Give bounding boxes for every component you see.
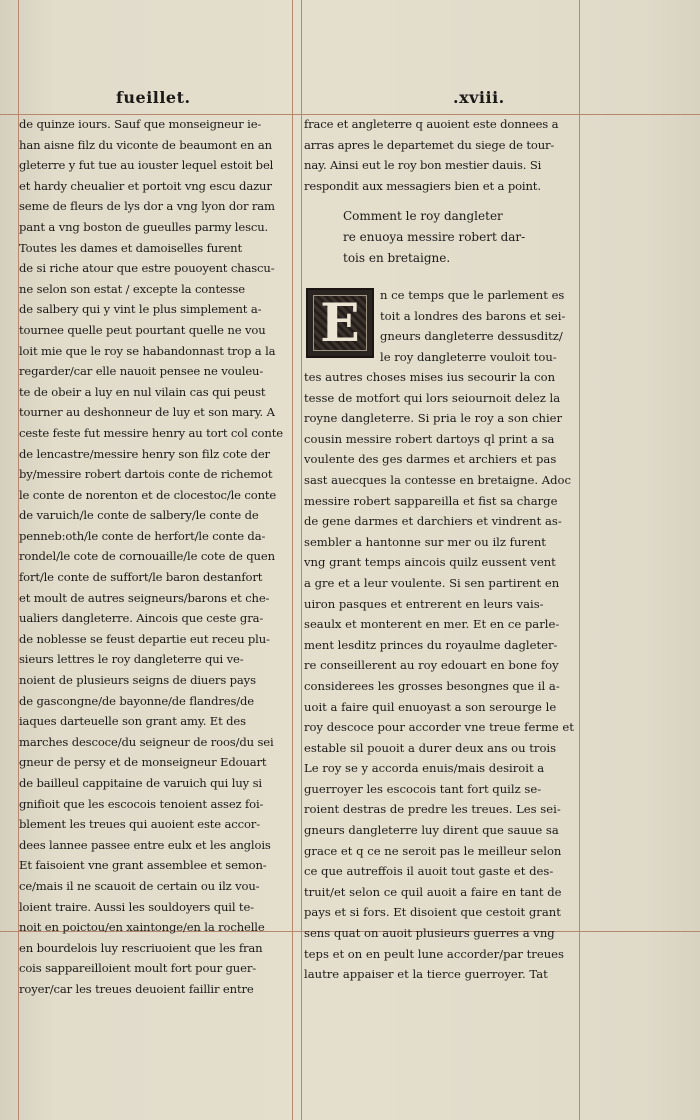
text-line: truit/et selon ce quil auoit a faire en tant de — [304, 884, 562, 899]
text-line: by/messire robert dartois conte de richemot — [19, 467, 273, 482]
text-line: tourner au deshonneur de luy et son mary. A — [19, 405, 275, 420]
text-line: seaulx et monterent en mer. Et en ce parle- — [304, 617, 560, 632]
text-line: arras apres le departemet du siege de tour- — [304, 137, 555, 152]
text-line: toit a londres des barons et sei- — [380, 308, 566, 323]
text-line: loit mie que le roy se habandonnast trop a la — [19, 343, 276, 358]
running-header-right: .xviii. — [453, 88, 505, 107]
text-line: uoit a faire quil enuoyast a son serourge le — [304, 699, 557, 714]
text-line: blement les treues qui auoient este accor- — [19, 817, 260, 832]
text-line: tournee quelle peut pourtant quelle ne vou — [19, 322, 266, 337]
text-line: de gene darmes et darchiers et vindrent as- — [304, 514, 562, 529]
text-line: ment lesditz princes du royaulme dagleter- — [304, 637, 558, 652]
text-line: gneurs dangleterre dessusditz/ — [380, 329, 563, 344]
chapter-heading — [343, 206, 525, 269]
column-rule-right-inner — [301, 0, 302, 1120]
heading-line: re enuoya messire robert dar- — [343, 230, 526, 244]
text-line: te de obeir a luy en nul vilain cas qui peust — [19, 384, 266, 399]
text-line: gneur de persy et de monseigneur Edouart — [19, 755, 267, 770]
right-text-top — [304, 114, 582, 196]
text-line: de gascongne/de bayonne/de flandres/de — [19, 693, 254, 708]
text-line: penneb:oth/le conte de herfort/le conte da- — [19, 528, 266, 543]
text-line: gleterre y fut tue au iouster lequel estoit bel — [19, 158, 274, 173]
text-line: ne selon son estat / excepte la contesse — [19, 281, 245, 296]
text-line: gnifioit que les escocois tenoient assez foi- — [19, 796, 264, 811]
text-line: sens quat on auoit plusieurs guerres a vng — [304, 926, 555, 941]
decorated-initial — [306, 288, 374, 358]
text-line: cois sappareilloient moult fort pour guer- — [19, 961, 256, 976]
text-line: royne dangleterre. Si pria le roy a son chier — [304, 411, 563, 426]
text-line: ceste feste fut messire henry au tort col conte — [19, 425, 283, 440]
text-line: Toutes les dames et damoiselles furent — [19, 240, 242, 255]
running-header-left: fueillet. — [116, 88, 191, 107]
text-line: royer/car les treues deuoient faillir entre — [19, 981, 254, 996]
text-line: guerroyer les escocois tant fort quilz se- — [304, 781, 542, 796]
text-line: Et faisoient vne grant assemblee et semon- — [19, 858, 267, 873]
heading-line: tois en bretaigne. — [343, 251, 451, 265]
text-line: cousin messire robert dartoys ql print a sa — [304, 431, 555, 446]
text-line: ce que autreffois il auoit tout gaste et des- — [304, 864, 554, 879]
text-line: regarder/car elle nauoit pensee ne vouleu- — [19, 364, 264, 379]
column-rule-left-inner — [292, 0, 293, 1120]
text-line: de salbery qui y vint le plus simplement a- — [19, 302, 262, 317]
initial-letter: E — [320, 293, 360, 354]
text-line: loient traire. Aussi les souldoyers quil te- — [19, 899, 254, 914]
text-line: sast auecques la contesse en bretaigne. Adoc — [304, 472, 571, 487]
text-line: sieurs lettres le roy dangleterre qui ve- — [19, 652, 244, 667]
text-line: teps et on en peult lune accorder/par treues — [304, 946, 564, 961]
text-line: de quinze iours. Sauf que monseigneur ie- — [19, 117, 262, 131]
text-line: iaques darteuelle son grant amy. Et des — [19, 714, 246, 729]
text-line: respondit aux messagiers bien et a point. — [304, 178, 541, 193]
text-line: de noblesse se feust departie eut receu plu- — [19, 631, 270, 646]
text-line: lautre appaiser et la tierce guerroyer. Tat — [304, 967, 548, 982]
text-line: le conte de norenton et de clocestoc/le conte — [19, 487, 277, 502]
paragraph-beside-initial — [380, 285, 565, 367]
text-line: a gre et a leur voulente. Si sen partirent en — [304, 575, 560, 590]
text-line: le roy dangleterre vouloit tou- — [380, 349, 557, 364]
text-line: et moult de autres seigneurs/barons et che- — [19, 590, 270, 605]
text-line: de bailleul cappitaine de varuich qui luy si — [19, 776, 262, 790]
text-line: ce/mais il ne scauoit de certain ou ilz vou- — [19, 878, 260, 893]
text-line: rondel/le cote de cornouaille/le cote de quen — [19, 549, 275, 564]
text-line: grace et q ce ne seroit pas le meilleur selon — [304, 843, 562, 858]
text-line: tesse de motfort qui lors seiournoit delez la — [304, 390, 561, 405]
heading-line: Comment le roy dangleter — [343, 209, 503, 223]
text-line: de si riche atour que estre pouoyent chascu- — [19, 261, 275, 276]
text-line: de varuich/le conte de salbery/le conte de — [19, 508, 259, 523]
text-line: roy descoce pour accorder vne treue ferme et — [304, 720, 574, 735]
text-line: voulente des ges darmes et archiers et pas — [304, 452, 557, 467]
text-line: frace et angleterre q auoient este donnees a — [304, 117, 559, 131]
text-line: ualiers dangleterre. Aincois que ceste gra- — [19, 611, 264, 626]
text-line: nay. Ainsi eut le roy bon mestier dauis. Si — [304, 158, 542, 173]
text-line: noit en poictou/en xaintonge/en la rochelle — [19, 920, 265, 935]
text-line: estable sil pouoit a durer deux ans ou trois — [304, 740, 557, 755]
text-line: uiron pasques et entrerent en leurs vais- — [304, 596, 544, 611]
text-line: vng grant temps aincois quilz eussent vent — [304, 555, 556, 570]
text-line: tes autres choses mises ius secourir la con — [304, 370, 556, 384]
text-line: et hardy cheualier et portoit vng escu dazur — [19, 178, 272, 193]
text-line: Le roy se y accorda enuis/mais desiroit a — [304, 761, 545, 776]
text-line: marches descoce/du seigneur de roos/du sei — [19, 734, 274, 749]
text-line: en bourdelois luy rescriuoient que les fran — [19, 940, 263, 955]
text-line: n ce temps que le parlement es — [380, 288, 565, 302]
text-line: dees lannee passee entre eulx et les anglois — [19, 837, 271, 852]
left-text-column — [19, 114, 291, 1000]
text-line: messire robert sappareilla et fist sa charge — [304, 493, 558, 508]
text-line: re conseillerent au roy edouart en bone foy — [304, 658, 559, 673]
text-line: han aisne filz du viconte de beaumont en an — [19, 137, 272, 152]
text-line: sembler a hantonne sur mer ou ilz furent — [304, 534, 546, 549]
text-line: fort/le conte de suffort/le baron destanfort — [19, 570, 263, 585]
text-line: seme de fleurs de lys dor a vng lyon dor ram — [19, 199, 275, 214]
text-line: pant a vng boston de gueulles parmy lescu. — [19, 219, 269, 234]
text-line: noient de plusieurs seigns de diuers pays — [19, 673, 256, 688]
text-line: de lencastre/messire henry son filz cote der — [19, 446, 270, 461]
text-line: roient destras de predre les treues. Les sei- — [304, 802, 561, 817]
right-text-column — [304, 367, 574, 985]
text-line: gneurs dangleterre luy dirent que sauue sa — [304, 823, 559, 838]
text-line: considerees les grosses besongnes que il a- — [304, 678, 560, 693]
text-line: pays et si fors. Et disoient que cestoit grant — [304, 905, 561, 920]
